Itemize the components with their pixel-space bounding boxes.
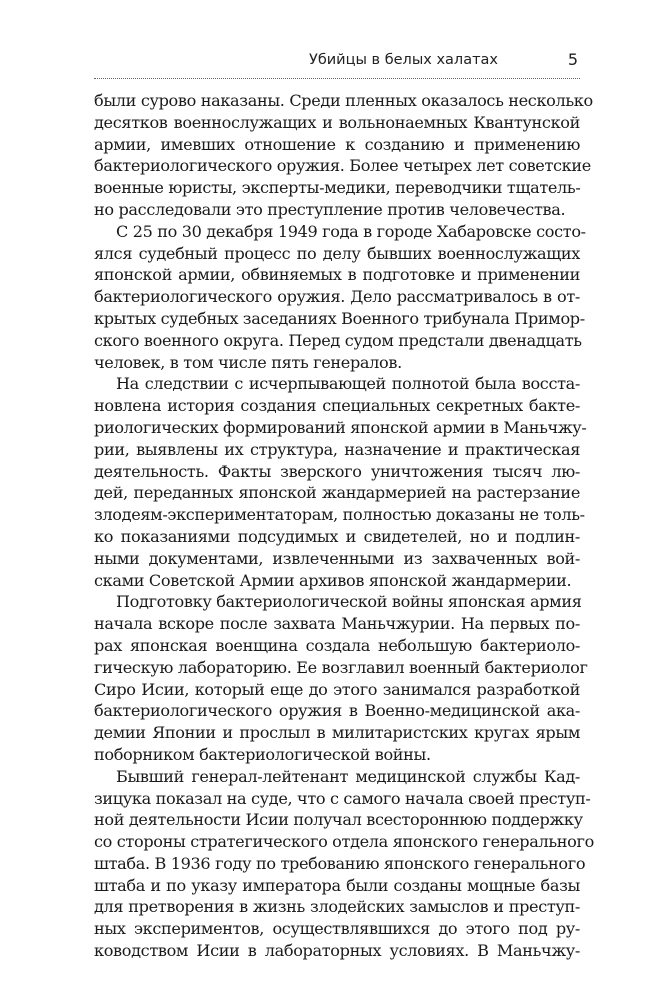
text-line: со стороны стратегического отдела японского генерального bbox=[94, 832, 594, 852]
text-line: штаба. В 1936 году по требованию японского генерального bbox=[94, 853, 586, 873]
text-line: На следствии с исчерпывающей полнотой была восста- bbox=[116, 374, 580, 394]
text-line: десятков военнослужащих и вольнонаемных Квантунской bbox=[94, 112, 580, 132]
text-line: бактериологического оружия. Более четырех лет советские bbox=[94, 156, 591, 176]
text-line: новлена история создания специальных секретных бакте- bbox=[94, 396, 580, 416]
text-line: бактериологического оружия в Военно-медицинской ака- bbox=[94, 701, 580, 721]
text-line: ными документами, извлеченными из захваченных вой- bbox=[94, 548, 580, 568]
text-line: начала вскоре после захвата Маньчжурии. На первых по- bbox=[94, 614, 580, 634]
text-line: японской армии, обвиняемых в подготовке и применении bbox=[94, 265, 580, 285]
text-line: были сурово наказаны. Среди пленных оказалось несколько bbox=[94, 91, 593, 110]
paragraph bbox=[94, 90, 593, 221]
running-header bbox=[94, 48, 580, 78]
text-line: крытых судебных заседаниях Военного трибунала Примор- bbox=[94, 308, 585, 328]
text-line: гическую лабораторию. Ее возглавил военный бактериолог bbox=[94, 657, 588, 677]
paragraph bbox=[94, 766, 594, 962]
text-line: рах японская военщина создала небольшую бактериоло- bbox=[94, 635, 580, 655]
text-line: сками Советской Армии архивов японской жандармерии. bbox=[94, 570, 572, 590]
text-line: ялся судебный процесс по делу бывших военнослужащих bbox=[94, 243, 580, 263]
text-line: злодеям-экспериментаторам, полностью доказаны не толь- bbox=[94, 505, 585, 525]
text-line: но расследовали это преступление против человечества. bbox=[94, 199, 566, 219]
text-line: С 25 по 30 декабря 1949 года в городе Хабаровске состо- bbox=[116, 221, 586, 241]
running-title: Убийцы в белых халатах bbox=[308, 52, 498, 68]
page-number: 5 bbox=[567, 50, 578, 69]
paragraph bbox=[94, 373, 587, 591]
paragraph bbox=[94, 591, 588, 765]
text-line: деятельность. Факты зверского уничтожения тысяч лю- bbox=[94, 461, 580, 481]
text-line: дей, переданных японской жандармерией на растерзание bbox=[94, 483, 580, 503]
text-line: ского военного округа. Перед судом предстали двенадцать bbox=[94, 330, 582, 350]
text-line: зицука показал на суде, что с самого начала своей преступ- bbox=[94, 788, 591, 808]
text-line: ко показаниями подсудимых и свидетелей, но и подлин- bbox=[94, 526, 580, 546]
header-divider bbox=[94, 78, 580, 79]
paragraph bbox=[94, 221, 586, 374]
text-line: демии Японии и прослыл в милитаристских кругах ярым bbox=[94, 723, 580, 743]
text-line: человек, в том числе пять генералов. bbox=[94, 352, 402, 372]
text-line: военные юристы, эксперты-медики, переводчики тщатель- bbox=[94, 178, 581, 198]
text-line: ной деятельности Исии получал всестороннюю поддержку bbox=[94, 810, 583, 830]
text-line: Сиро Исии, который еще до этого занимался разработкой bbox=[94, 679, 580, 699]
text-line: ных экспериментов, осуществлявшихся до этого под ру- bbox=[94, 919, 580, 939]
text-line: поборником бактериологической войны. bbox=[94, 744, 431, 764]
text-line: риологических формирований японской армии в Маньчжу- bbox=[94, 417, 587, 437]
text-line: для претворения в жизнь злодейских замыслов и преступ- bbox=[94, 897, 580, 917]
text-line: штаба и по указу императора были созданы мощные базы bbox=[94, 875, 580, 895]
text-line: ководством Исии в лабораторных условиях. В Маньчжу- bbox=[94, 941, 580, 961]
text-line: рии, выявлены их структура, назначение и практическая bbox=[94, 439, 580, 459]
body-text bbox=[94, 90, 594, 962]
text-line: армии, имевших отношение к созданию и применению bbox=[94, 134, 580, 154]
text-line: Бывший генерал-лейтенант медицинской службы Кад- bbox=[116, 766, 580, 786]
text-line: бактериологического оружия. Дело рассматривалось в от- bbox=[94, 287, 580, 307]
text-line: Подготовку бактериологической войны японская армия bbox=[116, 592, 582, 612]
